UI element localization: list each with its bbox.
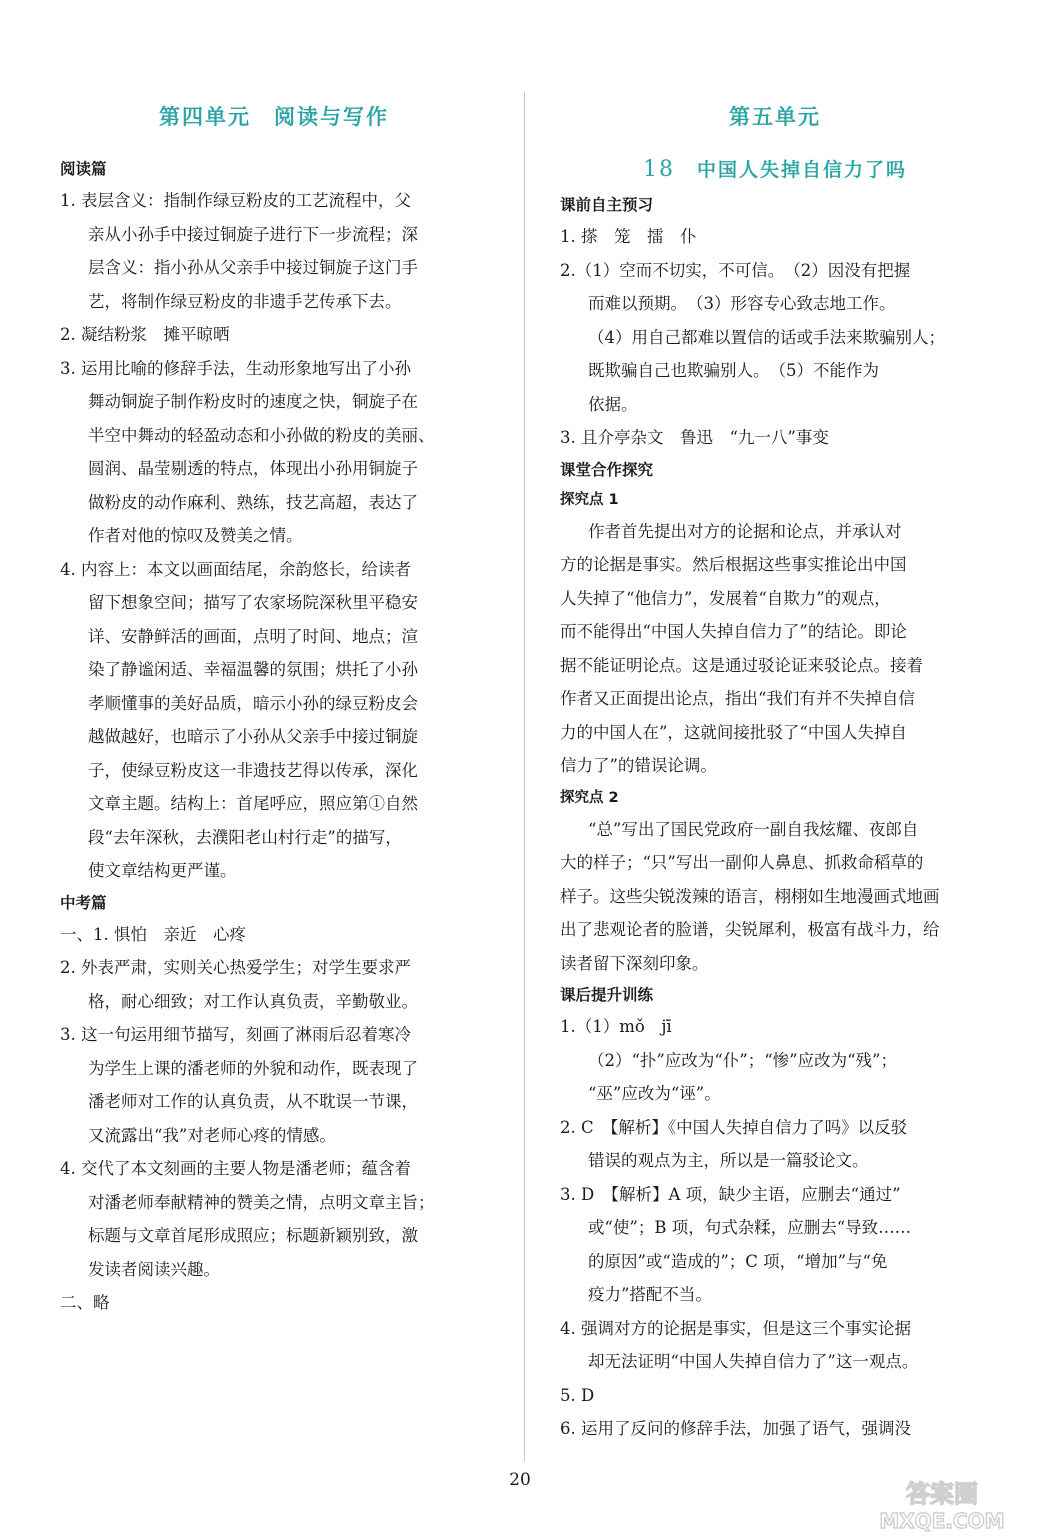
answer-line: 1. 搽 笼 擂 仆 (560, 227, 697, 246)
answer-line: 舞动铜旋子制作粉皮时的速度之快，铜旋子在 (88, 392, 418, 411)
answer-line: 既欺骗自己也欺骗别人。 （5）不能作为 (588, 361, 879, 380)
answer-line: 一、1. 惧怕 亲近 心疼 (60, 924, 246, 944)
answer-line: 依据。 (588, 394, 638, 414)
answer-line: 又流露出“我”对老师心疼的情感。 (88, 1125, 336, 1145)
answer-line: 子，使绿豆粉皮这一非遗技艺得以传承，深化 (88, 760, 418, 780)
section-heading: 阅读篇 (60, 160, 107, 178)
answer-line: 作者又正面提出论点，指出“我们有并不失掉自信 (560, 689, 915, 708)
answer-line: （4）用自己都难以置信的话或手法来欺骗别人； (588, 327, 945, 347)
answer-line: “巫”应改为“诬”。 (588, 1084, 721, 1103)
answer-line: 1. 表层含义：指制作绿豆粉皮的工艺流程中，父 (60, 191, 411, 210)
answer-line: 圆润、晶莹剔透的特点，体现出小孙用铜旋子 (88, 459, 418, 478)
answer-line: 样子。这些尖锐泼辣的语言，栩栩如生地漫画式地画 (560, 886, 940, 906)
answer-line: 而不能得出“中国人失掉自信力了”的结论。即论 (560, 622, 907, 641)
answer-line: （2）“扑”应改为“仆”；“惨”应改为“残”； (588, 1050, 897, 1070)
watermark-logo (862, 1476, 1022, 1534)
answer-line: 力的中国人在”，这就间接批驳了“中国人失掉自 (560, 722, 907, 742)
answer-line: 据不能证明论点。这是通过驳论证来驳论点。接着 (560, 655, 923, 675)
lesson-title (560, 150, 990, 190)
answer-line: 亲从小孙手中接过铜旋子进行下一步流程；深 (88, 224, 418, 244)
answer-line: 留下想象空间；描写了农家场院深秋里平稳安 (88, 593, 418, 612)
subsection-heading: 探究点 2 (560, 789, 619, 806)
answer-line: 格，耐心细致；对工作认真负责，辛勤敬业。 (88, 991, 418, 1011)
answer-line: 读者留下深刻印象。 (560, 953, 709, 973)
answer-line: 4. 内容上：本文以画面结尾，余韵悠长，给读者 (60, 559, 411, 579)
answer-line: 3. 这一句运用细节描写，刻画了淋雨后忍着寒冷 (60, 1025, 411, 1044)
answer-line: 做粉皮的动作麻利、熟练，技艺高超，表达了 (88, 492, 418, 512)
answer-line: 2.（1）空而不切实，不可信。 （2）因没有把握 (560, 260, 911, 280)
answer-line: 2. 凝结粉浆 摊平晾晒 (60, 325, 230, 344)
answer-line: 标题与文章首尾形成照应；标题新颖别致，激 (88, 1226, 418, 1245)
answer-line: 文章主题。结构上：首尾呼应，照应第①自然 (88, 794, 418, 813)
answer-line: 5. D (560, 1385, 595, 1405)
answer-line: 4. 强调对方的论据是事实，但是这三个事实论据 (560, 1318, 911, 1338)
svg-text:答案圈: 答案圈 (906, 1480, 978, 1508)
answer-line: 使文章结构更严谨。 (88, 861, 237, 880)
section-heading: 中考篇 (60, 893, 107, 912)
answer-line: 半空中舞动的轻盈动态和小孙做的粉皮的美丽、 (88, 425, 435, 445)
answer-line: 孝顺懂事的美好品质，暗示小孙的绿豆粉皮会 (88, 693, 418, 713)
lesson-number: 18 (642, 157, 675, 182)
answer-line: 或“使”；B 项，句式杂糅，应删去“导致…… (588, 1218, 912, 1237)
section-heading: 课后提升训练 (560, 986, 654, 1004)
answer-line: 大的样子；“只”写出一副仰人鼻息、抓救命稻草的 (560, 853, 924, 872)
answer-line: 而难以预期。 （3）形容专心致志地工作。 (588, 294, 896, 313)
subsection-heading: 探究点 1 (560, 491, 619, 508)
column-divider (524, 92, 525, 1462)
answer-line: 人失掉了“他信力”，发展着“自欺力”的观点， (560, 588, 891, 608)
answer-line: 6. 运用了反问的修辞手法，加强了语气，强调没 (560, 1419, 911, 1438)
section-heading: 课堂合作探究 (560, 460, 654, 479)
answer-line: 作者对他的惊叹及赞美之情。 (88, 526, 303, 545)
answer-line: 3. 运用比喻的修辞手法，生动形象地写出了小孙 (60, 358, 411, 378)
right-column (560, 96, 990, 1446)
answer-line: 的原因”或“造成的”；C 项，“增加”与“免 (588, 1251, 888, 1271)
answer-line: 越做越好，也暗示了小孙从父亲手中接过铜旋 (88, 727, 418, 746)
answer-line: 发读者阅读兴趣。 (88, 1259, 220, 1279)
answer-line: 段“去年深秋，去濮阳老山村行走”的描写， (88, 827, 402, 847)
answer-line: 2. 外表严肃，实则关心热爱学生；对学生要求严 (60, 958, 411, 977)
section-heading: 课前自主预习 (560, 196, 654, 214)
unit-title-right: 第五单元 (729, 105, 821, 129)
answer-line: 染了静谧闲适、幸福温馨的氛围；烘托了小孙 (88, 660, 418, 679)
answer-line: 3. D 【解析】A 项，缺少主语，应删去“通过” (560, 1184, 901, 1204)
answer-line: 4. 交代了本文刻画的主要人物是潘老师；蕴含着 (60, 1159, 411, 1178)
answer-line: 2. C 【解析】《中国人失掉自信力了吗》以反驳 (560, 1117, 908, 1137)
answer-line: 层含义：指小孙从父亲手中接过铜旋子这门手 (88, 258, 418, 277)
answer-line: 为学生上课的潘老师的外貌和动作，既表现了 (88, 1058, 418, 1078)
answer-line: 3. 且介亭杂文 鲁迅 “九一八”事变 (560, 428, 829, 447)
answer-line: 方的论据是事实。然后根据这些事实推论出中国 (560, 555, 907, 574)
unit-title-left: 第四单元 阅读与写作 (159, 105, 389, 129)
answer-line: 详、安静鲜活的画面，点明了时间、地点；渲 (88, 626, 418, 646)
answer-line: 对潘老师奉献精神的赞美之情，点明文章主旨； (88, 1192, 435, 1212)
right-body (560, 190, 990, 1446)
answer-line: 1.（1）mǒ jī (560, 1017, 672, 1036)
answer-line: 疫力”搭配不当。 (588, 1285, 712, 1304)
answer-line: 潘老师对工作的认真负责，从不耽误一节课， (88, 1092, 418, 1111)
answer-line: 信力了”的错误论调。 (560, 756, 717, 775)
answer-line: 艺，将制作绿豆粉皮的非遗手艺传承下去。 (88, 291, 402, 311)
svg-text:MXQE.COM: MXQE.COM (879, 1509, 1005, 1533)
page-number: 20 (509, 1470, 531, 1490)
answer-line: 错误的观点为主，所以是一篇驳论文。 (588, 1151, 869, 1170)
answer-line: 作者首先提出对方的论据和论点，并承认对 (588, 521, 902, 541)
answer-line: 出了悲观论者的脸谱，尖锐犀利，极富有战斗力，给 (560, 920, 940, 939)
answer-line: 却无法证明“中国人失掉自信力了”这一观点。 (588, 1352, 919, 1371)
lesson-title-text: 中国人失掉自信力了吗 (696, 159, 907, 181)
answer-line: “总”写出了国民党政府一副自我炫耀、夜郎自 (588, 819, 919, 839)
answer-line: 二、略 (60, 1293, 110, 1312)
left-column (60, 96, 488, 1320)
left-body (60, 154, 488, 1320)
